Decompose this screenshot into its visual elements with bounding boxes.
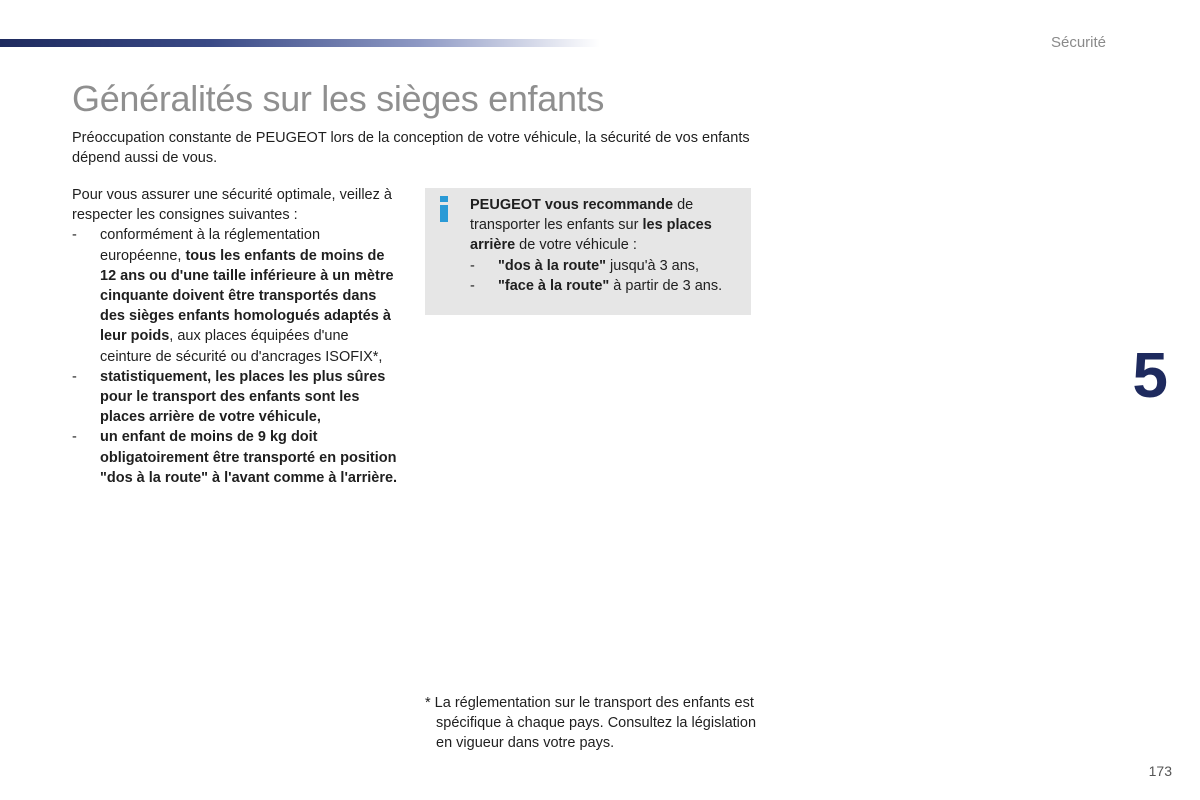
list-item-text: conformément à la réglementation européenne,: [100, 227, 321, 264]
chapter-number: 5: [1132, 339, 1167, 411]
list-item: [72, 225, 402, 366]
intro-paragraph: Préoccupation constante de PEUGEOT lors de la conception de votre véhicule, la sécurité de vos enfants dépend aussi de vous.: [72, 130, 750, 166]
info-text: à partir de 3 ans.: [609, 277, 723, 294]
info-bold: "dos à la route": [498, 257, 607, 274]
info-list: [470, 256, 739, 296]
info-icon: [437, 196, 451, 222]
list-item: [72, 427, 402, 488]
info-bold: PEUGEOT vous recommande: [470, 197, 674, 213]
safety-instructions: [72, 185, 402, 488]
info-text: de votre véhicule :: [515, 237, 637, 254]
info-recommendation: [470, 195, 739, 256]
page-number: 173: [1148, 763, 1172, 779]
list-item: [470, 256, 739, 276]
info-bold: les places arrière: [470, 217, 712, 254]
list-item-bold: statistiquement, les places les plus sûres pour le transport des enfants sont les places arrière de votre véhicule,: [100, 368, 386, 426]
footnote: * La réglementation sur le transport des enfants est spécifique à chaque pays. Consultez la législation en vigueur dans votre pays.: [425, 695, 757, 752]
list-item-text: , aux places équipées d'une ceinture de sécurité ou d'ancrages ISOFIX*,: [100, 328, 383, 365]
list-item-bold: un enfant de moins de 9 kg doit obligatoirement être transporté en position "dos à la route" à l'avant comme à l'arrière.: [100, 429, 398, 486]
page-title: Généralités sur les sièges enfants: [72, 78, 605, 119]
info-text: de transporter les enfants sur: [470, 197, 694, 234]
instructions-lead: Pour vous assurer une sécurité optimale, veillez à respecter les consignes suivantes :: [72, 187, 392, 224]
list-item: [470, 276, 739, 296]
instructions-list: [72, 225, 402, 488]
info-box: [425, 188, 751, 315]
list-item-bold: tous les enfants de moins de 12 ans ou d'une taille inférieure à un mètre cinquante doivent être transportés dans des sièges enfants homologués adaptés à leur poids: [100, 247, 394, 345]
info-text: jusqu'à 3 ans,: [606, 257, 700, 274]
list-item: [72, 367, 402, 428]
section-label: Sécurité: [1050, 34, 1106, 51]
header-gradient-bar: [0, 39, 600, 47]
info-bold: "face à la route": [498, 277, 610, 294]
